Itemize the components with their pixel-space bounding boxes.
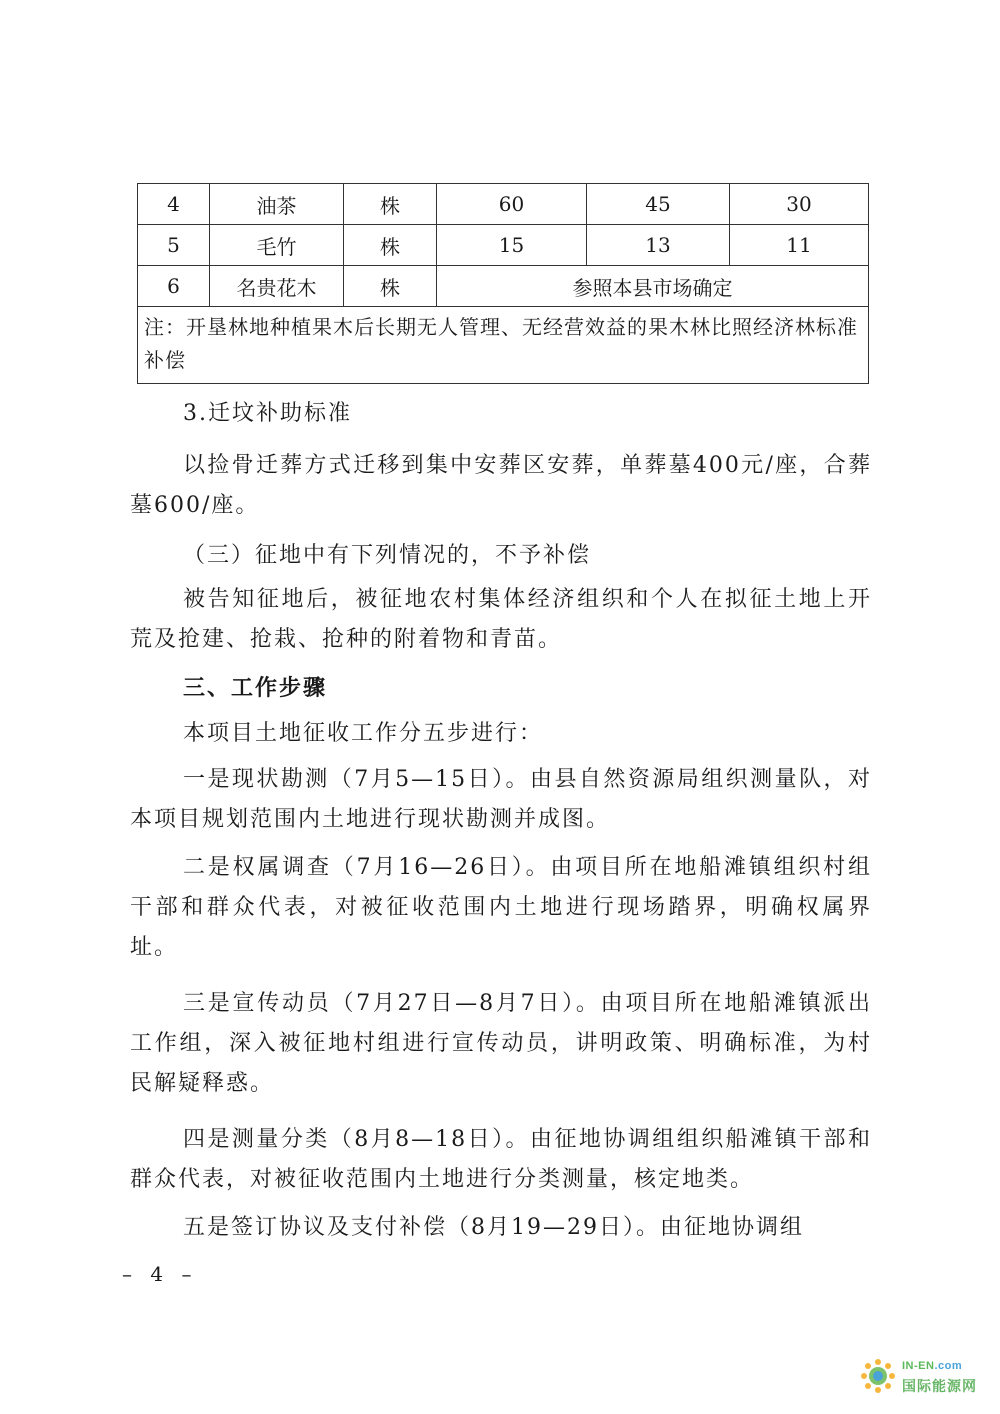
table-row bbox=[138, 184, 869, 225]
unit-cell: 株 bbox=[344, 225, 437, 266]
paragraph-no-compensation: 被告知征地后，被征地农村集体经济组织和个人在拟征土地上开荒及抢建、抢栽、抢种的附着物和青苗。 bbox=[130, 587, 872, 652]
value-cell: 60 bbox=[437, 184, 587, 225]
paragraph-five-steps: 本项目土地征收工作分五步进行： bbox=[183, 721, 544, 746]
logo-brand-text: 国际能源网 bbox=[902, 1379, 977, 1395]
unit-cell: 株 bbox=[344, 184, 437, 225]
section-heading-work-steps: 三、工作步骤 bbox=[183, 675, 328, 701]
item-name: 毛竹 bbox=[210, 225, 344, 266]
sun-flower-logo-icon bbox=[858, 1356, 898, 1396]
table-row bbox=[138, 266, 869, 307]
value-cell: 13 bbox=[587, 225, 730, 266]
compensation-table bbox=[137, 183, 869, 384]
paragraph-step-two: 二是权属调查（7月16—26日）。由项目所在地船滩镇组织村组干部和群众代表，对被征收范围内土地进行现场踏界，明确权属界址。 bbox=[130, 855, 872, 960]
row-number: 4 bbox=[138, 184, 210, 225]
unit-cell: 株 bbox=[344, 266, 437, 307]
section-heading-grave-relocation: 3.迁坟补助标准 bbox=[183, 401, 352, 426]
table-note: 注：开垦林地种植果木后长期无人管理、无经营效益的果木林比照经济林标准补偿 bbox=[138, 307, 869, 384]
watermark-logo bbox=[858, 1356, 998, 1408]
value-cell: 30 bbox=[730, 184, 869, 225]
merged-value-cell: 参照本县市场确定 bbox=[437, 266, 869, 307]
item-name: 油茶 bbox=[210, 184, 344, 225]
value-cell: 45 bbox=[587, 184, 730, 225]
row-number: 5 bbox=[138, 225, 210, 266]
table-note-row bbox=[138, 307, 869, 384]
item-name: 名贵花木 bbox=[210, 266, 344, 307]
value-cell: 11 bbox=[730, 225, 869, 266]
row-number: 6 bbox=[138, 266, 210, 307]
paragraph-step-three: 三是宣传动员（7月27日—8月7日）。由项目所在地船滩镇派出工作组，深入被征地村组进行宣传动员，讲明政策、明确标准，为村民解疑释惑。 bbox=[130, 991, 872, 1096]
logo-domain-text: IN-EN.com bbox=[902, 1360, 963, 1372]
value-cell: 15 bbox=[437, 225, 587, 266]
paragraph-step-four: 四是测量分类（8月8—18日）。由征地协调组组织船滩镇干部和群众代表，对被征收范围内土地进行分类测量，核定地类。 bbox=[130, 1127, 872, 1192]
section-heading-no-compensation: （三）征地中有下列情况的，不予补偿 bbox=[183, 543, 592, 568]
paragraph-step-one: 一是现状勘测（7月5—15日）。由县自然资源局组织测量队，对本项目规划范围内土地进行现状勘测并成图。 bbox=[130, 767, 872, 832]
table-row bbox=[138, 225, 869, 266]
paragraph-step-five: 五是签订协议及支付补偿（8月19—29日）。由征地协调组 bbox=[183, 1215, 804, 1240]
paragraph-grave-relocation-standard: 以捡骨迁葬方式迁移到集中安葬区安葬，单葬墓400元/座，合葬墓600/座。 bbox=[130, 453, 872, 518]
page-number: – 4 – bbox=[122, 1262, 198, 1286]
